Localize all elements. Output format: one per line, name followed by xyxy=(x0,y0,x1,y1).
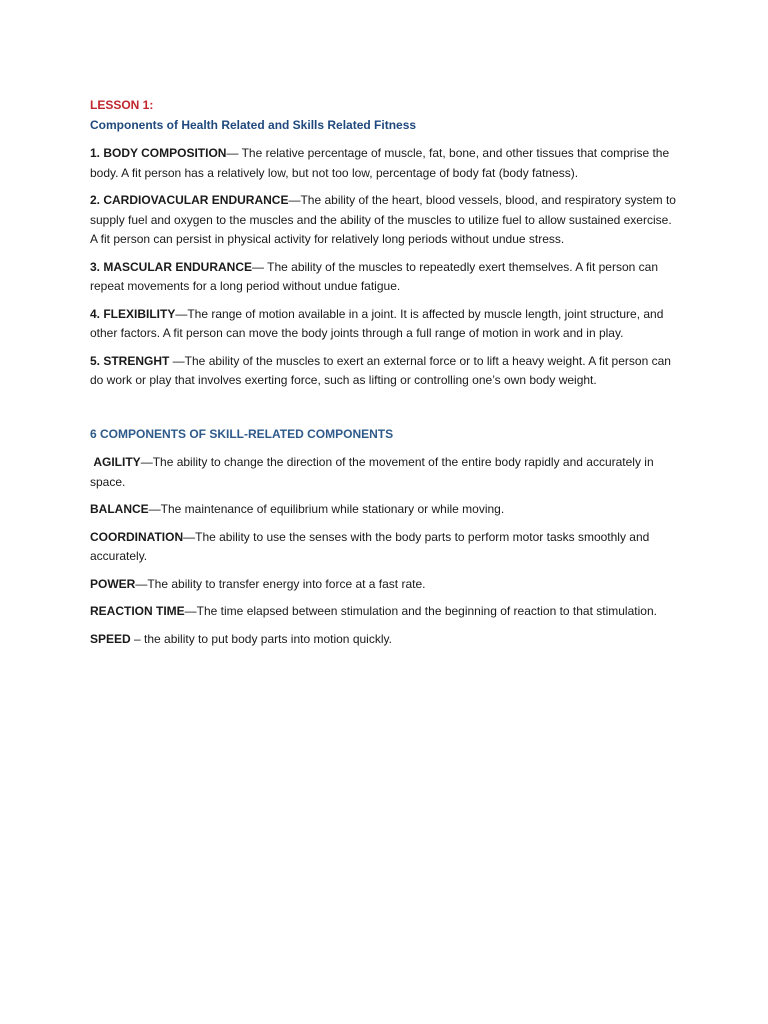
skill-component-speed xyxy=(90,630,680,650)
lesson-title: Components of Health Related and Skills Related Fitness xyxy=(90,117,417,132)
skill-component-balance xyxy=(90,500,680,520)
component-term: POWER xyxy=(90,576,136,591)
component-term: 4. FLEXIBILITY xyxy=(90,306,176,321)
component-description: – the ability to put body parts into motion quickly. xyxy=(130,631,392,646)
component-description: —The time elapsed between stimulation and the beginning of reaction to that stimulation. xyxy=(184,604,657,618)
lesson-label: LESSON 1: xyxy=(90,98,154,112)
component-term: 3. MASCULAR ENDURANCE xyxy=(90,259,253,274)
component-term: 1. BODY COMPOSITION xyxy=(90,146,227,160)
skill-component-reaction-time xyxy=(90,602,680,622)
component-term: AGILITY xyxy=(93,455,141,469)
component-description: — The relative percentage of muscle, fat, bone, and other tissues that comprise the body. A fit person has a relatively low, but not too low, percentage of body fat (body fatness). xyxy=(90,146,670,180)
component-description: —The maintenance of equilibrium while stationary or while moving. xyxy=(148,502,505,516)
health-component-body-composition xyxy=(90,144,680,183)
component-term: COORDINATION xyxy=(90,529,184,544)
component-term: REACTION TIME xyxy=(90,604,185,618)
component-description: —The range of motion available in a joint. It is affected by muscle length, joint structure, and other factors. A fit person can move the body joints through a full range of motion in work and in play. xyxy=(90,306,664,340)
component-description: —The ability to use the senses with the body parts to perform motor tasks smoothly and accurately. xyxy=(90,529,650,563)
component-description: —The ability of the heart, blood vessels, blood, and respiratory system to supply fuel and oxygen to the muscles and the ability of the muscles to utilize fuel to allow sustained exercise. A fit person can persist in physical activity for relatively long periods without undue stress. xyxy=(90,193,676,246)
component-description: —The ability to change the direction of the movement of the entire body rapidly and accurately in space. xyxy=(90,455,654,489)
component-description: — The ability of the muscles to repeatedly exert themselves. A fit person can repeat movements for a long period without undue fatigue. xyxy=(90,259,658,293)
health-component-flexibility xyxy=(90,305,680,344)
component-description: —The ability of the muscles to exert an external force or to lift a heavy weight. A fit person can do work or play that involves exerting force, such as lifting or controlling one’s own body weight. xyxy=(90,353,671,387)
component-term: 5. STRENGHT xyxy=(90,353,170,368)
health-component-strength xyxy=(90,352,680,391)
skill-section-heading: 6 COMPONENTS OF SKILL-RELATED COMPONENTS xyxy=(90,426,394,441)
skill-component-power xyxy=(90,575,680,595)
component-term: SPEED xyxy=(90,631,131,646)
component-term: BALANCE xyxy=(90,502,149,516)
component-description: —The ability to transfer energy into force at a fast rate. xyxy=(135,576,426,591)
skill-component-agility xyxy=(90,453,680,492)
component-term: 2. CARDIOVACULAR ENDURANCE xyxy=(90,193,289,207)
health-component-cardiovascular-endurance xyxy=(90,191,680,250)
health-component-muscular-endurance xyxy=(90,258,680,297)
skill-component-coordination xyxy=(90,528,680,567)
